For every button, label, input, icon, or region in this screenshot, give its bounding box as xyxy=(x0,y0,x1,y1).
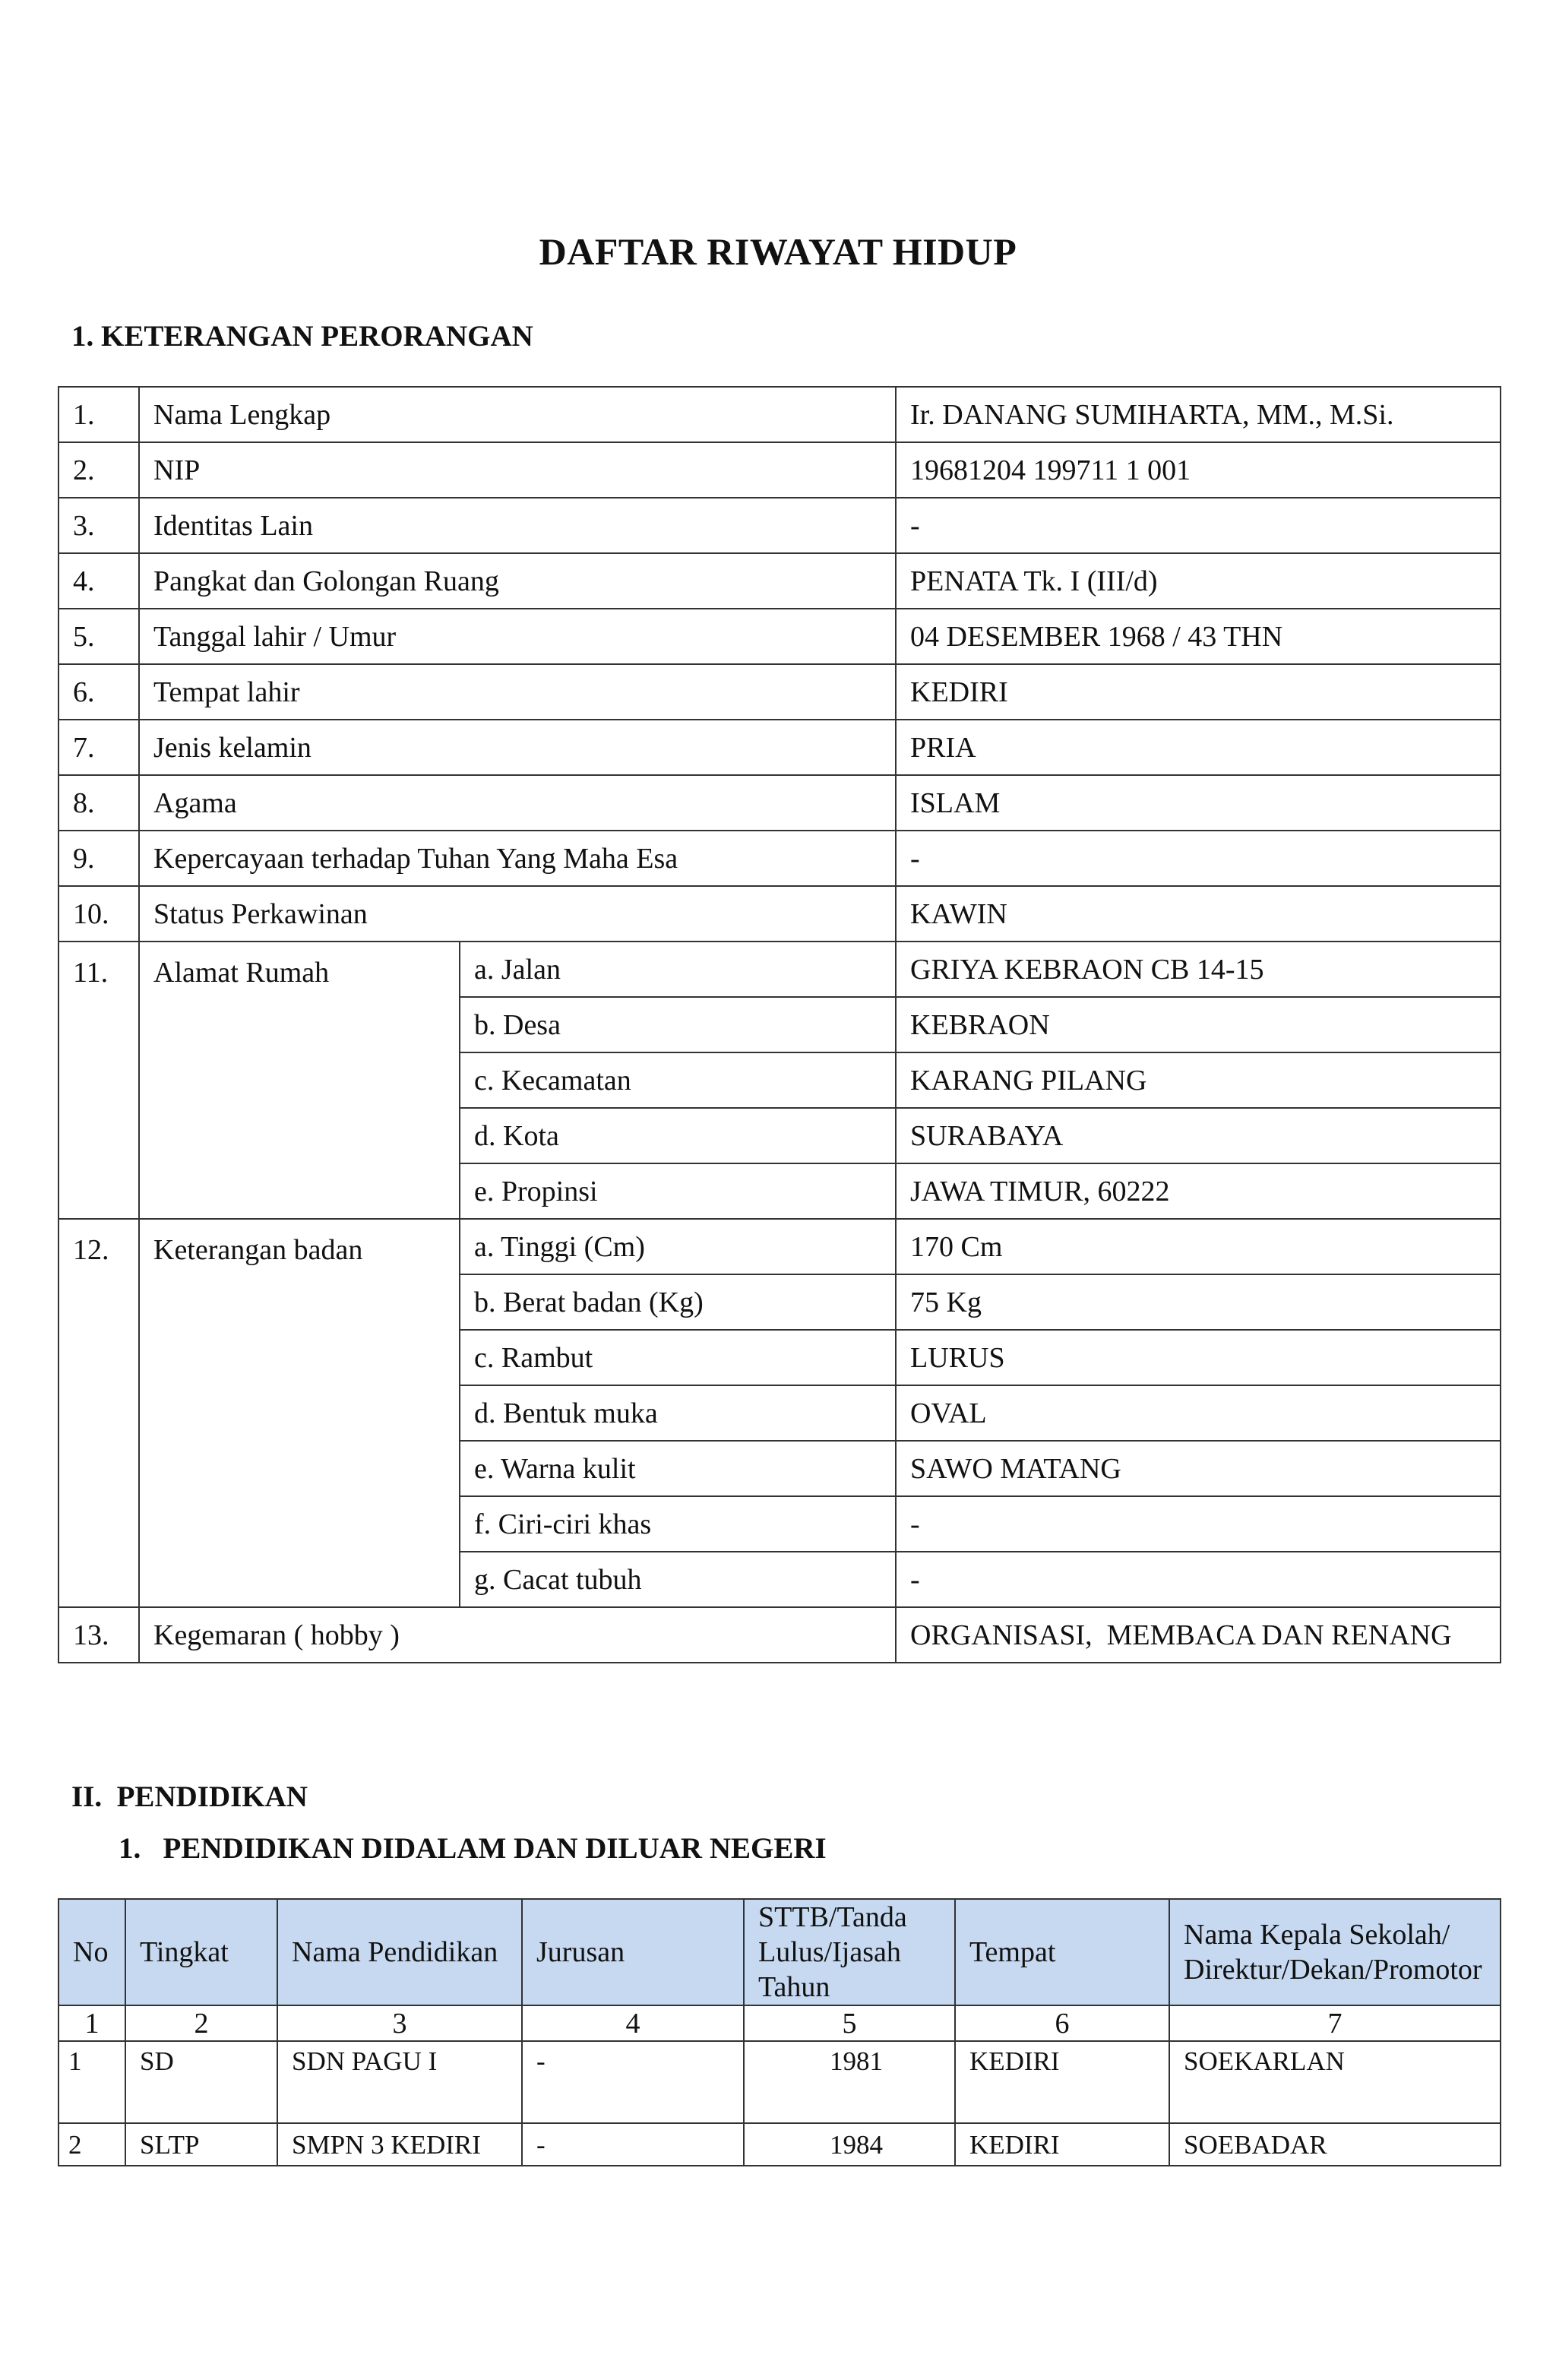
row-label: Tanggal lahir / Umur xyxy=(139,609,896,664)
column-header-no: No xyxy=(59,1899,125,2005)
personal-row xyxy=(59,498,1501,553)
column-number: 5 xyxy=(744,2005,955,2041)
row-label: Identitas Lain xyxy=(139,498,896,553)
column-number: 7 xyxy=(1169,2005,1501,2041)
cell-no: 1 xyxy=(59,2041,125,2123)
row-number: 13. xyxy=(59,1607,139,1663)
row-label: Kepercayaan terhadap Tuhan Yang Maha Esa xyxy=(139,831,896,886)
address-row xyxy=(59,942,1501,997)
row-label: Nama Lengkap xyxy=(139,387,896,442)
personal-row xyxy=(59,609,1501,664)
row-value: - xyxy=(896,498,1501,553)
row-value: KEDIRI xyxy=(896,664,1501,720)
section-2-heading: II. PENDIDIKAN xyxy=(71,1780,308,1813)
row-value: 19681204 199711 1 001 xyxy=(896,442,1501,498)
sub-label: d. Kota xyxy=(460,1108,896,1163)
row-value: - xyxy=(896,1496,1501,1552)
row-value: KAWIN xyxy=(896,886,1501,942)
sub-label: e. Warna kulit xyxy=(460,1441,896,1496)
cell-jurusan: - xyxy=(522,2041,744,2123)
row-label: Keterangan badan xyxy=(139,1219,460,1607)
personal-info-table xyxy=(58,386,1501,1663)
row-value: OVAL xyxy=(896,1385,1501,1441)
row-number: 8. xyxy=(59,775,139,831)
row-value: 170 Cm xyxy=(896,1219,1501,1274)
sub-label: a. Tinggi (Cm) xyxy=(460,1219,896,1274)
row-value: - xyxy=(896,1552,1501,1607)
cell-kepala: SOEBADAR xyxy=(1169,2123,1501,2166)
row-value: ISLAM xyxy=(896,775,1501,831)
personal-row xyxy=(59,886,1501,942)
row-label: Alamat Rumah xyxy=(139,942,460,1219)
sub-label: g. Cacat tubuh xyxy=(460,1552,896,1607)
sub-label: e. Propinsi xyxy=(460,1163,896,1219)
personal-row xyxy=(59,720,1501,775)
row-value: PRIA xyxy=(896,720,1501,775)
personal-row xyxy=(59,664,1501,720)
row-number: 6. xyxy=(59,664,139,720)
cell-tempat: KEDIRI xyxy=(955,2041,1169,2123)
row-number: 2. xyxy=(59,442,139,498)
column-header-tingkat: Tingkat xyxy=(125,1899,277,2005)
personal-row xyxy=(59,553,1501,609)
column-header-nama-pendidikan: Nama Pendidikan xyxy=(277,1899,522,2005)
row-label: Tempat lahir xyxy=(139,664,896,720)
personal-row xyxy=(59,442,1501,498)
sub-label: c. Rambut xyxy=(460,1330,896,1385)
personal-row xyxy=(59,387,1501,442)
education-table xyxy=(58,1898,1501,2166)
row-label: Kegemaran ( hobby ) xyxy=(139,1607,896,1663)
column-number-row xyxy=(59,2005,1501,2041)
row-label: Status Perkawinan xyxy=(139,886,896,942)
row-label: NIP xyxy=(139,442,896,498)
hobby-row xyxy=(59,1607,1501,1663)
row-label: Pangkat dan Golongan Ruang xyxy=(139,553,896,609)
cell-no: 2 xyxy=(59,2123,125,2166)
row-number: 5. xyxy=(59,609,139,664)
cell-tahun: 1984 xyxy=(744,2123,955,2166)
row-value: 75 Kg xyxy=(896,1274,1501,1330)
row-number: 3. xyxy=(59,498,139,553)
column-number: 6 xyxy=(955,2005,1169,2041)
sub-label: c. Kecamatan xyxy=(460,1052,896,1108)
row-number: 7. xyxy=(59,720,139,775)
row-value: KARANG PILANG xyxy=(896,1052,1501,1108)
row-value: 04 DESEMBER 1968 / 43 THN xyxy=(896,609,1501,664)
section-2-subheading: 1. PENDIDIKAN DIDALAM DAN DILUAR NEGERI xyxy=(119,1832,827,1865)
row-value: LURUS xyxy=(896,1330,1501,1385)
document-title: DAFTAR RIWAYAT HIDUP xyxy=(539,230,1017,273)
cell-nama: SDN PAGU I xyxy=(277,2041,522,2123)
cell-tingkat: SD xyxy=(125,2041,277,2123)
row-value: Ir. DANANG SUMIHARTA, MM., M.Si. xyxy=(896,387,1501,442)
row-value: PENATA Tk. I (III/d) xyxy=(896,553,1501,609)
personal-row xyxy=(59,831,1501,886)
row-value: SURABAYA xyxy=(896,1108,1501,1163)
row-number: 12. xyxy=(59,1219,139,1607)
cell-tingkat: SLTP xyxy=(125,2123,277,2166)
row-value: JAWA TIMUR, 60222 xyxy=(896,1163,1501,1219)
personal-row xyxy=(59,775,1501,831)
row-number: 9. xyxy=(59,831,139,886)
column-number: 3 xyxy=(277,2005,522,2041)
row-label: Jenis kelamin xyxy=(139,720,896,775)
row-label: Agama xyxy=(139,775,896,831)
section-1-heading: 1. KETERANGAN PERORANGAN xyxy=(71,320,533,353)
row-value: SAWO MATANG xyxy=(896,1441,1501,1496)
cell-tempat: KEDIRI xyxy=(955,2123,1169,2166)
column-header-kepala: Nama Kepala Sekolah/ Direktur/Dekan/Promotor xyxy=(1169,1899,1501,2005)
cell-tahun: 1981 xyxy=(744,2041,955,2123)
row-number: 1. xyxy=(59,387,139,442)
row-value: KEBRAON xyxy=(896,997,1501,1052)
sub-label: f. Ciri-ciri khas xyxy=(460,1496,896,1552)
cell-nama: SMPN 3 KEDIRI xyxy=(277,2123,522,2166)
sub-label: b. Berat badan (Kg) xyxy=(460,1274,896,1330)
cell-jurusan: - xyxy=(522,2123,744,2166)
row-number: 10. xyxy=(59,886,139,942)
column-number: 1 xyxy=(59,2005,125,2041)
row-value: GRIYA KEBRAON CB 14-15 xyxy=(896,942,1501,997)
table-row xyxy=(59,2123,1501,2166)
row-value: ORGANISASI, MEMBACA DAN RENANG xyxy=(896,1607,1501,1663)
column-header-tahun: STTB/Tanda Lulus/Ijasah Tahun xyxy=(744,1899,955,2005)
table-row xyxy=(59,2041,1501,2123)
column-header-tempat: Tempat xyxy=(955,1899,1169,2005)
column-header-jurusan: Jurusan xyxy=(522,1899,744,2005)
body-info-row xyxy=(59,1219,1501,1274)
sub-label: d. Bentuk muka xyxy=(460,1385,896,1441)
column-number: 4 xyxy=(522,2005,744,2041)
education-header-row xyxy=(59,1899,1501,2005)
sub-label: a. Jalan xyxy=(460,942,896,997)
row-number: 11. xyxy=(59,942,139,1219)
column-number: 2 xyxy=(125,2005,277,2041)
row-value: - xyxy=(896,831,1501,886)
sub-label: b. Desa xyxy=(460,997,896,1052)
cell-kepala: SOEKARLAN xyxy=(1169,2041,1501,2123)
row-number: 4. xyxy=(59,553,139,609)
